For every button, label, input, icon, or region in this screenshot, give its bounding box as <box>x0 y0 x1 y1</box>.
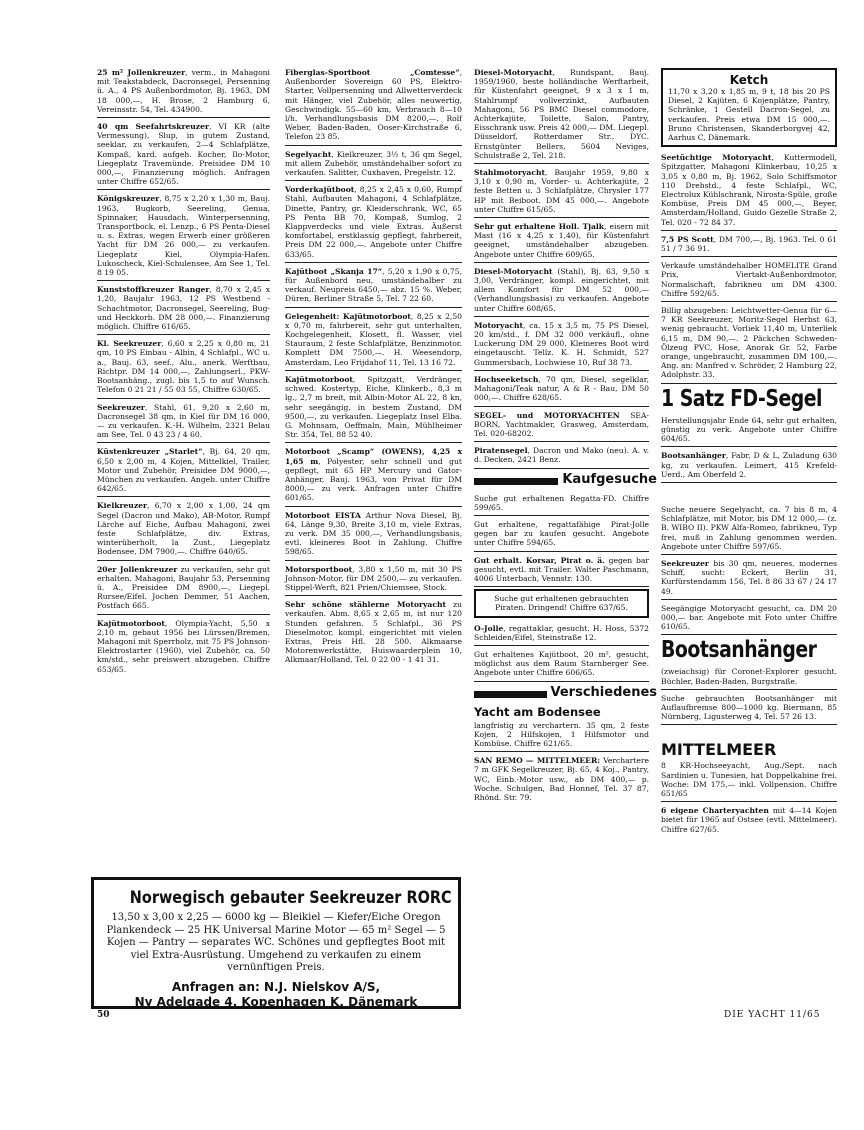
col1-ad <box>97 617 270 677</box>
ketch-text: 11,70 x 3,20 x 1,85 m, 9 t, 18 bis 20 PS Diesel, 2 Kajüten, 6 Kojenplätze, Pantry, Schränke, 1 Gestell Dacron-Segel, zu verkaufen. Preis etwa DM 15 000,—. Bruno Christensen, Skanderborgvej 42, Aarhus C, Dänemark. <box>668 87 830 143</box>
col3-ad <box>474 265 649 317</box>
column-2 <box>285 66 462 670</box>
col1-ad <box>97 563 270 615</box>
ad-text: , 5,20 x 1,90 x 0,75, für Außenbord neu, umständehalber zu verkauf. Neupreis 6450,— abz. 15 %. Weber, Düren, Berliner Straße 5, Tel. 7 22 60. <box>285 266 462 304</box>
ad-headline: 40 qm Seefahrtskreuzer <box>97 122 209 132</box>
kauf-ad <box>474 518 649 552</box>
col3-ad <box>474 319 649 371</box>
ad-headline: Vorderkajütboot <box>285 185 355 195</box>
ad-text: Gut erhaltenes Kajütboot, 20 m², gesucht, möglichst aus dem Raum Starnberger See. Angebote unter Chiffre 606/65. <box>474 649 649 678</box>
ad-text: , Fabr. D & L, Zuladung 630 kg, zu verkaufen. Leimert, 415 Krefeld-Uerd., Am Oberfeld 2. <box>661 451 837 479</box>
col2-ad <box>285 66 462 146</box>
ad-headline: Sehr gut erhaltene Holl. Tjalk <box>474 222 605 232</box>
ad-text: , Dacron und Mako (neu). A. v. d. Decken, 2421 Benz. <box>474 446 649 465</box>
ad-text: 8 KR-Hochseeyacht, Aug./Sept. nach Sardinien u. Tunesien, hat Doppelkabine frei. Woche: DM 175,— inkl. Vollpension. Chiffre 651/65 <box>661 761 837 798</box>
ad-text: zu verkaufen. Abm. 8,65 x 2,65 m, ist nur 120 Stunden gefahren. 5 Schlafpl., 36 PS Dieselmotor, kompl. eingerichtet mit vielen Extras, Preis Hfl. 28 500. Alkmaarse Motorenwerkstätte, Huiswaarderplein 10, Alkmaar/Holland, Tel. 0 22 00 - 1 41 31. <box>285 600 462 665</box>
ad-text: , Polyester, sehr schnell und gut gepflegt, mit 65 HP Mercury und Gator-Anhänger, Bauj. 1963, von Privat für DM 8000,— zu verk. Anfragen unter Chiffre 601/65. <box>285 456 462 503</box>
ad-text: , Kielkreuzer, 3½ t, 36 qm Segel, mit allem Zubehör, umständehalber sofort zu verkaufen. Salitter, Cuxhaven, Pregelstr. 12. <box>285 149 462 178</box>
col1-ad <box>97 120 270 190</box>
magazine-issue: DIE YACHT 11/65 <box>724 1010 821 1020</box>
ad-headline: Sehr schöne stählerne Motoryacht <box>285 600 446 610</box>
norway-ad-contact-1: Anfragen an: N.J. Nielskov A/S, <box>171 979 381 994</box>
ad-headline: 25 m² Jollenkreuzer <box>97 68 186 77</box>
ad-text: , 70 qm, Diesel, segelklar, Mahagoni/Teak natur, A & R - Bau, DM 50 000,—. Chiffre 628/65. <box>474 374 649 403</box>
column-4 <box>661 66 837 839</box>
ad-headline: Diesel-Motoryacht <box>474 68 553 77</box>
bootsanhaenger-headline: Bootsanhänger <box>661 637 817 664</box>
kaufgesuche-spacer <box>661 485 837 503</box>
ad-text: , 6,70 x 2,00 x 1,00, 24 qm Segel (Dacron und Mako), AB-Motor, Rumpf Lärche auf Eiche, Aufbau Mahagoni, zwei feste Schlafplätze, div. Extras, winterüberholt, la Zust., Liegeplatz Bodensee, DM 7900,—. Chiffre 640/65. <box>97 501 270 557</box>
ad-text: , 8,25 x 2,45 x 0,60, Rumpf Stahl, Aufbauten Mahagoni, 4 Schlafplätze, Dinette, Pantry, gr. Kleiderschrank, WC, 65 PS Penta BB 70, Kompaß, Sumlog, 2 Klappverdecks und viele Extras. Äußerst komfortabel, erstklassig gepflegt, fahrbereit, Preis DM 22 000,—. Angebote unter Chiffre 633/65. <box>285 185 462 259</box>
ad-text: , Spitzgatt, Verdränger, schwed. Kostertyp, Eiche, Klinkerb., 8,3 m lg., 2,7 m breit, mit Albin-Motor AL 22, 8 kn, sehr seegängig, in bestem Zustand, DM 9500,—, zu verkaufen. Liegeplatz Insel Elba. G. Mohnsam, Oeffmaln, Main, Mühlheimer Str. 354, Tel. 88 52 40. <box>285 374 462 440</box>
ad-text: , 8,75 x 2,20 x 1,30 m, Bauj. 1963, Bugkorb, Seereling, Genua, Spinnaker, Hausdach, Winterpersenning, Transportbock, el. Lenzp., 6 PS Penta-Diesel u. s. Extras, wegen Erwerb einer größeren Yacht für DM 26 000,— zu verkaufen. Liegeplatz Kiel, Olympia-Hafen. Lukoscheck, Kiel-Schulensee, Am See 1, Tel. 8 19 05. <box>97 194 270 278</box>
ad-headline: Hochseeketsch <box>474 374 539 384</box>
verschiedenes-header <box>474 684 657 702</box>
ad-headline: O-Jolle <box>474 623 504 633</box>
col1-ad <box>97 283 270 335</box>
verschiedenes-spacer <box>661 727 837 741</box>
col2-ad <box>285 310 462 371</box>
bootsanhaenger-text: (zweiachsig) für Coronet-Explorer gesucht. Büchler, Baden-Baden, Burgstraße. <box>661 665 837 689</box>
ad-text: , Rundspant, Bauj. 1959/1960, beste holländische Werftarbeit, für Küstenfahrt geeignet, 9 x 3 x 1 m, Stahlrumpf vollverzinkt, Aufbauten Mahagoni, 56 PS BMC Diesel commodore, Achterkajüte, Toilette, Salon, Pantry, Eisschrank usw. Preis 42 000,— DM. Liegepl. Düsseldorf, Rotterdamer Str., DYC. Ernstgünter Bellers, 5604 Neviges, Schulstraße 2, Tel. 218. <box>474 68 649 160</box>
col2-ad <box>285 598 462 667</box>
ad-text: , ca. 15 x 3,5 m, 75 PS Diesel, 20 km/std., f. DM 32 000 verkäufl., ohne Luckerung DM 29 000. Kleineres Boot wird eingetauscht. Tellz. K. H. Schmidt, 527 Gummersbach, Lochwiese 10, Ruf 38 73. <box>474 320 649 367</box>
fd-segel-headline: 1 Satz FD-Segel <box>661 385 823 412</box>
col2-ad <box>285 509 462 561</box>
ad-text: , Bj. 64, 20 qm, 6,50 x 2,00 m, 4 Kojen, Mittelkiel, Trailer, Motor und Zubehör, Preisidee DM 9000,—, München zu verkaufen. Angeb. unter Chiffre 642/65. <box>97 447 270 494</box>
kaufgesuche-header-label: Kaufgesuche <box>558 472 661 488</box>
col2-ad <box>285 445 462 506</box>
ad-headline: Piratensegel <box>474 446 528 456</box>
col3-ad <box>474 220 649 263</box>
ad-text: mit 4—14 Kojen bietet für 1965 auf Ostsee (evtl. Mittelmeer). Chiffre 627/65. <box>661 806 837 834</box>
ad-headline: Diesel-Motoryacht <box>474 266 553 276</box>
ad-headline: Fiberglas-Sportboot „Comtesse“ <box>285 68 460 77</box>
norway-ad-body: 13,50 x 3,00 x 2,25 — 6000 kg — Bleikiel — Kiefer/Eiche Oregon Plankendeck — 25 HK Universal Marine Motor — 65 m² Segel — 5 Kojen — Pantry — separates WC. Schönes und gepflegtes Boot mit viel Extra-Ausrüstung. Umgehend zu verkaufen zu einem vernünftigen Preis. <box>106 912 446 973</box>
col2-ad <box>285 373 462 443</box>
col1-ad <box>97 192 270 281</box>
ad-text: Suche neuere Segelyacht, ca. 7 bis 8 m, 4 Schlafplätze, mit Motor, bis DM 12 000,— (z. B. WIBO II). PKW Alfa-Romeo, fabrikneu, Typ frei, muß in Zahlung genommen werden. Angebote unter Chiffre 597/65. <box>661 504 837 551</box>
ad-headline: Königskreuzer <box>97 194 160 204</box>
ad-text: , Kuttermodell, Spitzgatter, Mahagoni Klinkerbau, 10,25 x 3,05 x 0,80 m, Bj. 1962, Solo Schiffsmotor 110 Drehstd., 4 feste Schlafpl., WC, Electrolux Kühlschrank, Nirosta-Spüle, große Kombüse, Preis DM 45 000,—, Beyer, Amsterdam/Holland, Guido Gezelle Straße 2, Tel. 020 - 72 84 37. <box>661 153 837 227</box>
ad-headline: Gelegenheit: Kajütmotorboot <box>285 311 411 321</box>
ad-headline: SEGEL- und MOTORYACHTEN <box>474 410 620 420</box>
norway-ad-contact-2: Ny Adelgade 4, Kopenhagen K, Dänemark <box>134 994 418 1009</box>
ad-headline: 6 eigene Charteryachten <box>661 806 769 816</box>
ad-text: gegen bar gesucht, evtl. mit Trailer. Walter Paschmann, 4006 Unterbach, Vennstr. 130. <box>474 555 649 583</box>
kauf4-ad <box>661 557 837 600</box>
ad-headline: 20er Jollenkreuzer <box>97 564 178 574</box>
ad-text: Suche gut erhaltenen Regatta-FD. Chiffre 599/65. <box>474 493 649 512</box>
col1-ad <box>97 445 270 497</box>
kauf-ad <box>474 492 649 516</box>
col3-ad <box>474 66 649 164</box>
mittel-ad <box>661 804 837 837</box>
ad-text: , 8,25 x 2,50 x 0,70 m, fahrbereit, sehr gut unterhalten, Kochgelegenheit, Klosett, fl. Wasser, viel Stauraum, 2 feste Schlafplätze, Benzinmotor. Komplett DM 7500,—. H. Weesendorp, Amsterdam, Leo Frijdahof 11, Tel. 13 16 72. <box>285 311 462 367</box>
column-1 <box>97 66 270 679</box>
ad-text: langfristig zu verchartern. 35 qm, 2 feste Kojen, 2 Hilfskojen, 1 Hilfsmotor und Kombüse. Chiffre 621/65. <box>474 720 649 748</box>
col1-ad <box>97 401 270 444</box>
kauf-ad <box>474 554 649 588</box>
ad-headline: Seetüchtige Motoryacht <box>661 153 772 163</box>
ad-headline: Kl. Seekreuzer <box>97 339 162 349</box>
col3-ad <box>474 409 649 443</box>
col2-ad <box>285 265 462 308</box>
norway-display-ad <box>91 877 461 1009</box>
versch-ad <box>474 754 649 805</box>
column-3 <box>474 66 657 807</box>
bodensee-headline: Yacht am Bodensee <box>474 704 601 719</box>
ad-text: , Baujahr 1959, 9,80 x 3,10 x 0,90 m, Vorder- u. Achterkajüte, 2 feste Betten u. 3 Schlafplätze, Chrysler 177 HP mit Beiboot. DM 45 000,—. Angebote unter Chiffre 615/65. <box>474 168 649 214</box>
ad-text: , regattaklar, gesucht. H. Hoss, 5372 Schleiden/Eifel, Steinstraße 12. <box>474 623 649 642</box>
ad-headline: Bootsanhänger <box>661 451 726 461</box>
ad-text: , 3,80 x 1,50 m, mit 30 PS Johnson-Motor, für DM 2500,— zu verkaufen. Stippel-Werft, 821 Prien/Chiemsee, Stock. <box>285 564 462 592</box>
ad-headline: Motorboot EISTA <box>285 510 361 520</box>
ad-text: , DM 700,—, Bj. 1963. Tel. 0 61 51 / 7 36 91. <box>661 234 837 254</box>
ad-headline: Kunststoffkreuzer Ranger <box>97 285 210 295</box>
page-number: 50 <box>97 1010 110 1020</box>
ad-text: Suche gut erhaltenen gebrauchten Piraten. Dringend! Chiffre 637/65. <box>494 594 629 613</box>
kauf-ad <box>474 648 649 682</box>
col4-ad <box>661 259 837 302</box>
ad-headline: Kajütmotorboot <box>285 374 353 384</box>
kauf4-ad <box>661 602 837 636</box>
ad-headline: Kielkreuzer <box>97 501 147 511</box>
col1-ad <box>97 66 270 118</box>
norway-ad-title: Norwegisch gebauter Seekreuzer RORC I <box>129 888 463 908</box>
ad-text: Gut erhaltene, regattafähige Pirat-Jolle gegen bar zu kaufen gesucht. Angebote unter Chiffre 594/65. <box>474 519 649 548</box>
ad-text: , 6,60 x 2,25 x 0,80 m, 21 qm, 10 PS Einbau - Albin, 4 Schlafpl., WC u. a., Bauj. 63, seef., Alu., anerk. Werftbau, Richtpr. DM 14 000,—, Zahlungserl., PKW-Bootsanhäng., zugl. bis 1,5 to auf Wunsch. Telefon 0 21 21 / 55 03 55, Chiffre 630/65. <box>97 339 270 395</box>
ad-headline: Kajütmotorboot <box>97 618 165 628</box>
col2-ad <box>285 148 462 182</box>
col3-ad <box>474 444 649 468</box>
mittel-ad <box>661 759 837 802</box>
ad-text: , eisern mit Mast (16 x 4,25 x 1,40), für Küstenfahrt geeignet, umständehalber abzugeben. Angebote unter Chiffre 609/65. <box>474 222 649 259</box>
bootsanhaenger-text-2: Suche gebrauchten Bootsanhänger mit Auflaufbremse 800—1000 kg. Biermann, 85 Nürnberg, Ligusterweg 4, Tel. 57 26 13. <box>661 692 837 726</box>
ad-text: , 8,70 x 2,45 x 1,20, Baujahr 1963, 12 PS Westbend - Schachtmotor, Dacronsegel, Seereling, Bug- und Heckkorb. DM 28 000,—. Finanzierung möglich. Chiffre 616/65. <box>97 285 270 332</box>
ad-text: , verm., in Mahagoni mit Teakstabdeck, Dacronsegel, Persenning ü. A., 4 PS Außenbordmotor, Bj. 1963, DM 18 000,—, H. Brose, 2 Hamburg 6, Vereinsstr. 54, Tel. 434900. <box>97 68 270 114</box>
col2-ad <box>285 183 462 263</box>
ad-text: zu verkaufen, sehr gut erhalten. Mahagoni, Baujahr 53, Persenning ü. A., Preisidee DM 8900,—, Liegepl. Rursee/Eifel. Jochen Demmer, 51 Aachen, Postfach 665. <box>97 564 270 611</box>
ad-headline: Kajütboot „Skanja 17“ <box>285 266 383 276</box>
ad-headline: Gut erhalt. Korsar, Pirat o. ä. <box>474 555 605 565</box>
kaufgesuche-header <box>474 471 657 489</box>
ad-text: , Stahl, 61, 9,20 x 2,60 m, Dacronsegel 38 qm, in Kiel für DM 16 000,— zu verkaufen. K.-H. Wilhelm, 2321 Belau am See, Tel. 0 43 23 / 4 60. <box>97 402 270 440</box>
col4-ad <box>661 304 837 384</box>
ad-text: Seegängige Motoryacht gesucht, ca. DM 20 000,— bar. Angebote mit Foto unter Chiffre 610/65. <box>661 603 837 632</box>
verschiedenes-header-label: Verschiedenes <box>547 685 661 701</box>
ad-headline: Motoryacht <box>474 320 524 330</box>
ad-text: Verkaufe umständehalber HOMELITE Grand Prix, Viertakt-Außenbordmotor, Normalschaft, fabrikneu um DM 4300. Chiffre 592/65. <box>661 261 837 298</box>
ad-text: Verchartere 7 m GFK Segelkreuzer, Bj. 65, 4 Koj., Pantry, WC, Einb.-Motor usw., ab DM 400,— p. Woche. Schulgen, Bad Honnef, Tel. 37 87, Rhönd. Str. 79. <box>474 756 649 802</box>
col4-ad <box>661 233 837 257</box>
col2-ad <box>285 563 462 597</box>
ad-headline: Seekreuzer <box>661 558 709 568</box>
ketch-title: Ketch <box>729 73 769 87</box>
ad-headline: Motorboot „Scamp“ (OWENS), 4,25 x 1,65 m <box>285 447 462 466</box>
ad-headline: Segelyacht <box>285 149 332 159</box>
col4-ad <box>661 151 837 231</box>
col1-ad <box>97 499 270 560</box>
ad-headline: 7,5 PS Scott <box>661 234 714 244</box>
col4b-ad <box>661 449 837 483</box>
ad-text: Arthur Nova Diesel, Bj. 64, Länge 9,30, Breite 3,10 m, viele Extras, zu verk. DM 35 000,—, Verhandlungsbasis, evtl. kleineres Boot in Zahlung. Chiffre 598/65. <box>285 510 463 557</box>
kauf4-ad <box>661 503 837 555</box>
ad-headline: Küstenkreuzer „Starlet“ <box>97 447 203 457</box>
ketch-ad <box>661 68 837 147</box>
ad-headline: SAN REMO — MITTELMEER: <box>474 756 601 766</box>
col3-ad <box>474 166 649 218</box>
col1-ad <box>97 337 270 398</box>
ad-text: bis 30 qm, neueres, modernes Schiff, sucht: Eckert, Berlin 31, Kurfürstendamm 156, Tel. 8 86 33 67 / 24 17 49. <box>661 558 837 596</box>
ad-headline: Stahlmotoryacht <box>474 168 545 178</box>
mittelmeer-headline: MITTELMEER <box>661 740 777 760</box>
ad-text: , Olympia-Yacht, 5,50 x 2,10 m, gebaut 1956 bei Lürssen/Bremen, Mahagoni mit Sperrholz, mit 75 PS Johnson-Elektrostarter (1960), viel Zubehör, ca. 50 km/std., sehr preiswert abzugeben. Chiffre 653/65. <box>97 618 270 674</box>
ad-text: (Stahl), Bj. 63, 9,50 x 3,00, Verdränger, kompl. eingerichtet, mit allem Komfort für DM 52 000,— (Verhandlungsbasis) zu verkaufen. Angebote unter Chiffre 608/65. <box>474 266 649 313</box>
kauf-ad <box>474 589 649 617</box>
ad-text: Billig abzugeben: Leichtwetter-Genua für 6—7 KR Seekreuzer, Moritz-Segel Herbst 63, wenig gebraucht. Vorliek 11,40 m, Unterliek 6,15 m, DM 90,—. 2 Päckchen Schweden-Ölzeug PVC, Hose, Anorak Gr. 52, Farbe orange, ungebraucht, zusammen DM 100,—. Ang. an: Manfred v. Schröder, 2 Hamburg 22, Adolphstr. 33. <box>661 306 837 380</box>
ad-text: , VI KR (alte Vermessung), Slup, in gutem Zustand, seeklar, zu verkaufen, 2—4 Schlafplätze, Kompaß, kard. aufgeh. Kocher, Ilo-Motor, Liegeplatz Travemünde. Preisidee DM 10 000,—, Finanzierung möglich. Anfragen unter Chiffre 652/65. <box>97 122 270 187</box>
ad-headline: Motorsportboot <box>285 564 353 574</box>
ad-text: , Außenborder Sovereign 60 PS, Elektro-Starter, Vollpersenning und Allwetterverdeck mit Hänger, viel Zubehör, alles neuwertig, Geschwindigk. 55—60 km, Verbrauch 8—10 l/h. Verhandlungsbasis DM 8200,—. Rolf Weber, Baden-Baden, Ooser-Kirchstraße 6, Telefon 23 85. <box>285 68 462 142</box>
versch-ad <box>474 719 649 753</box>
col3-ad <box>474 373 649 407</box>
kauf-ad <box>474 622 649 646</box>
ad-text: SEA-BORN, Yachtmakler, Grasweg, Amsterdam, Tel. 020-68202. <box>474 410 650 438</box>
ad-headline: Seekreuzer <box>97 402 145 412</box>
fd-segel-text: Herstellungsjahr Ende 64, sehr gut erhalten, günstig zu verk. Angebote unter Chiffre 604/65. <box>661 414 837 448</box>
